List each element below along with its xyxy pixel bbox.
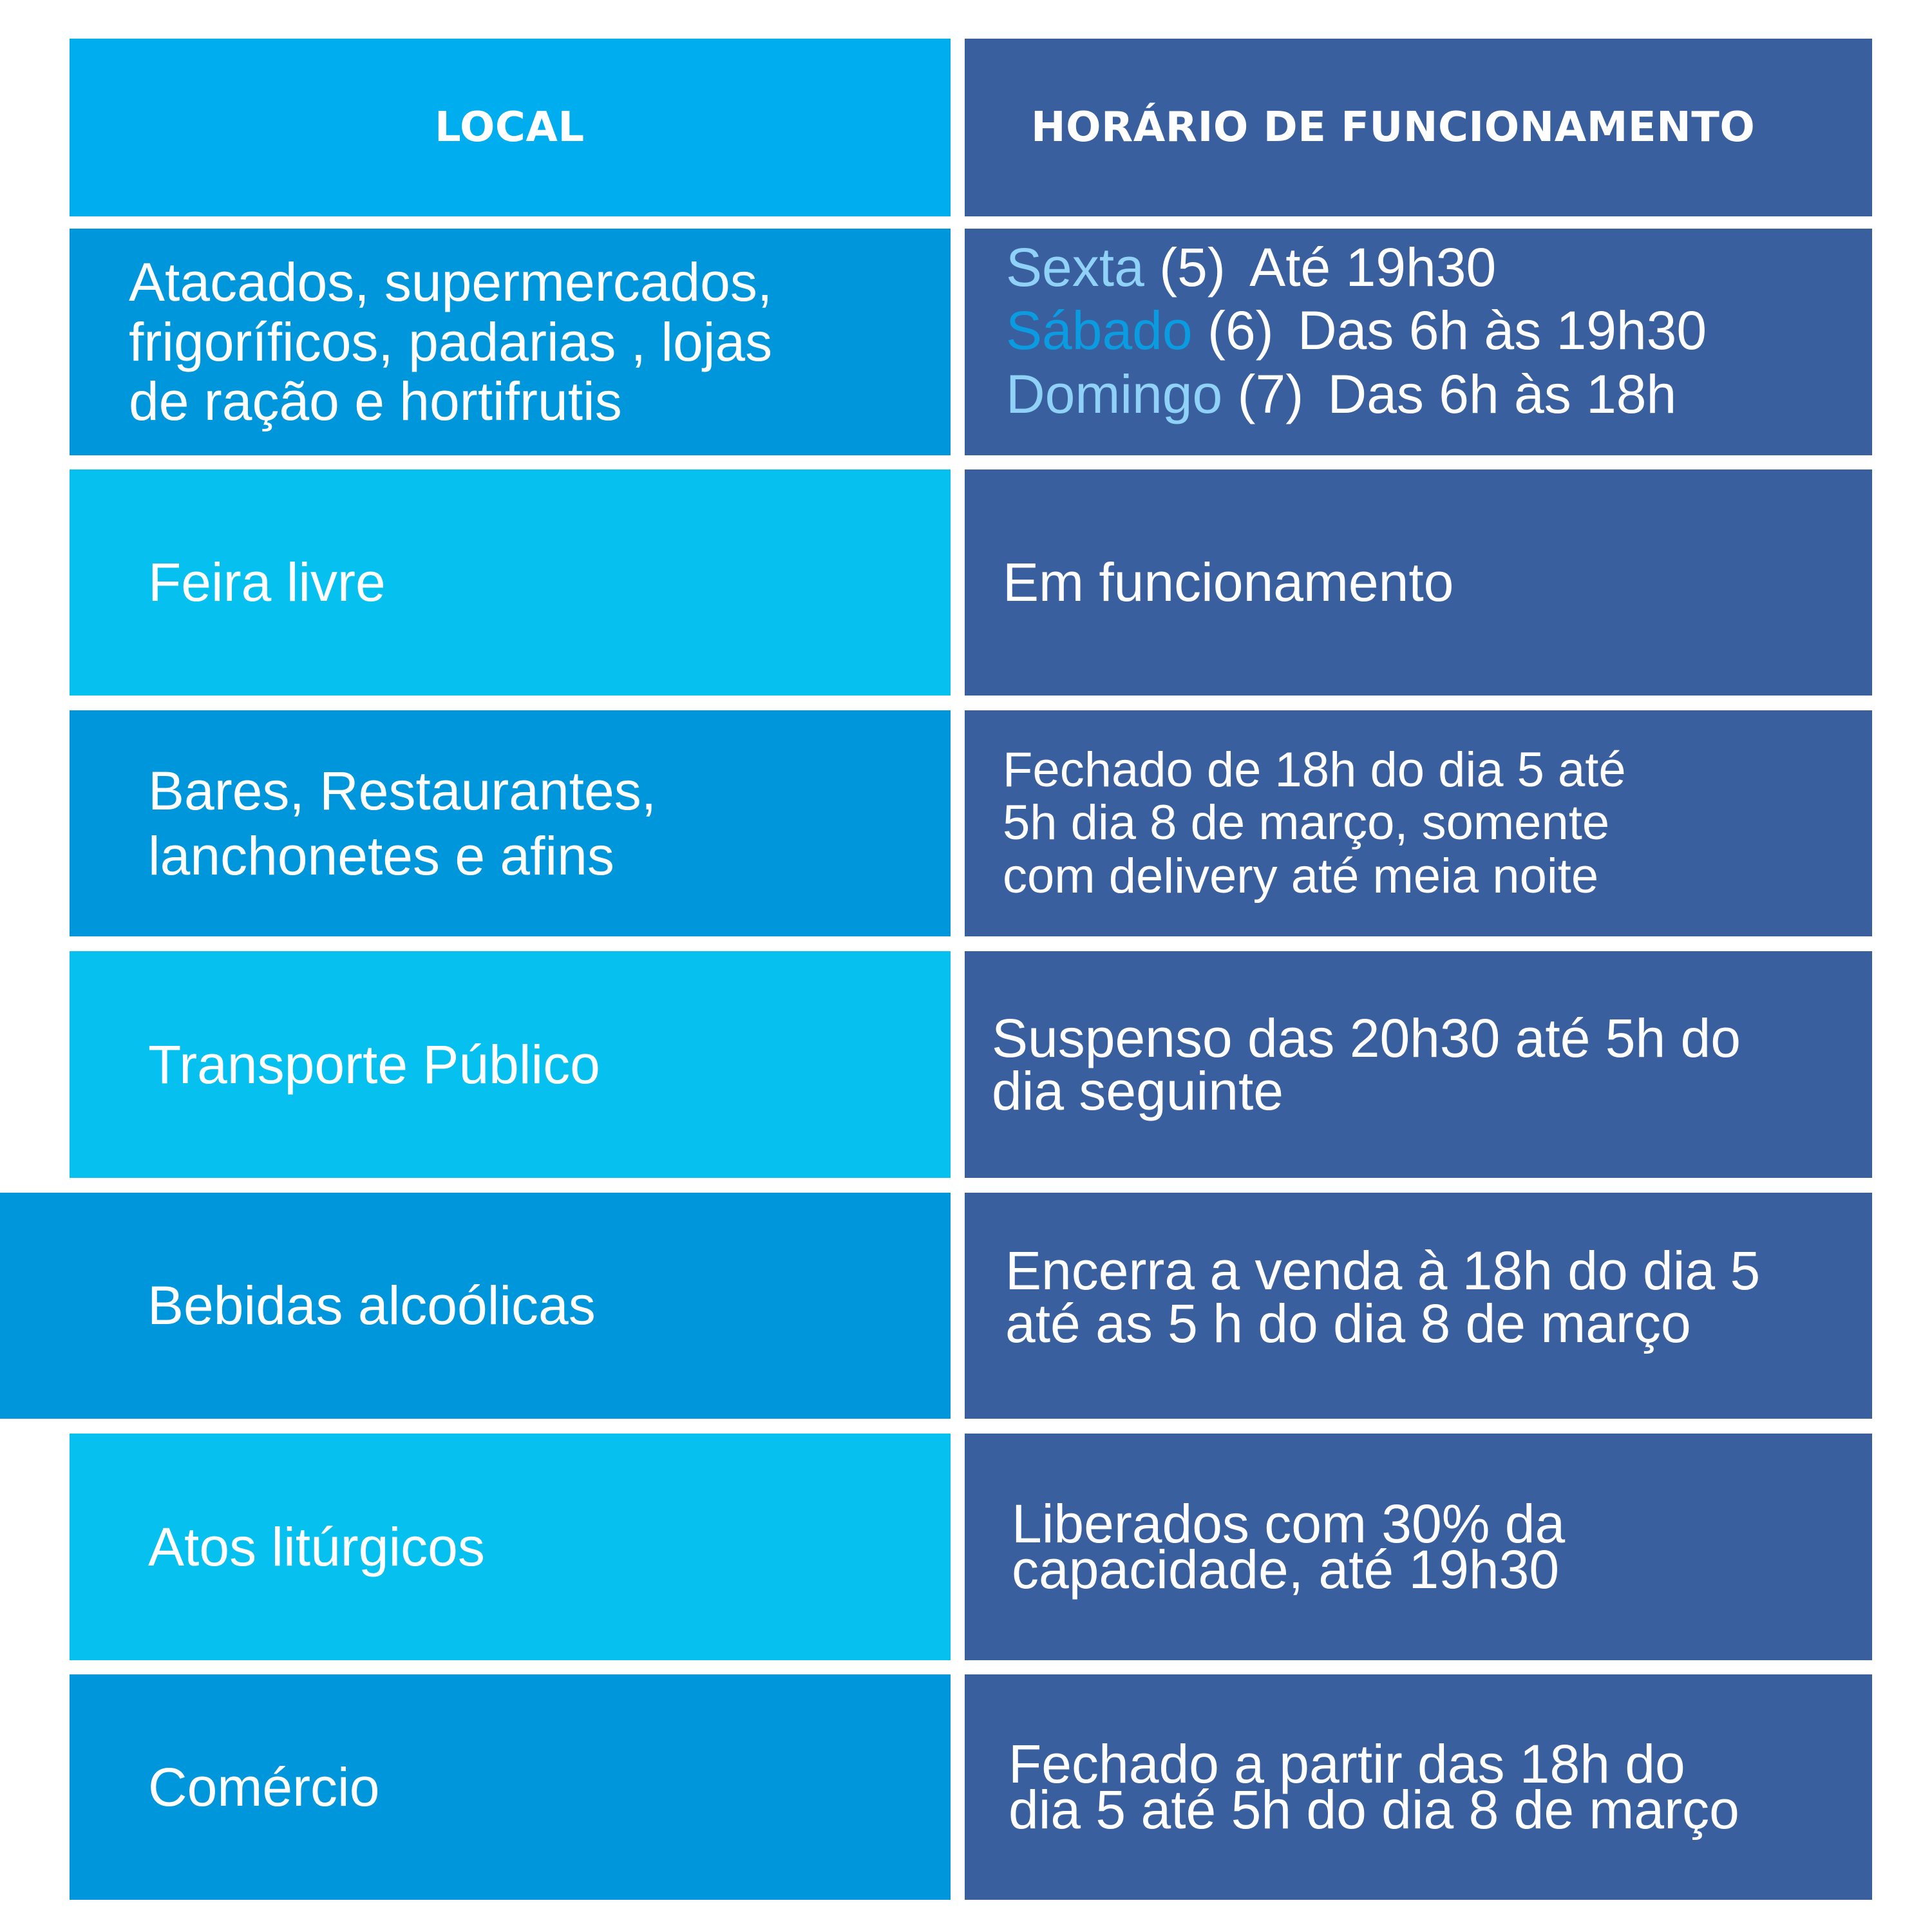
local-text <box>70 229 951 455</box>
local-line: lanchonetes e afins <box>148 825 614 886</box>
local-cell-atos <box>70 1434 951 1660</box>
hours-line: 5h dia 8 de março, somente <box>1003 795 1610 851</box>
hours-line: Em funcionamento <box>1003 552 1454 613</box>
header-local-label: LOCAL <box>435 104 585 151</box>
header-hours-label: HORÁRIO DE FUNCIONAMENTO <box>1031 104 1756 151</box>
day-time: Das 6h às 19h30 <box>1297 300 1707 361</box>
hours-text <box>965 1674 1872 1900</box>
hours-line: até as 5 h do dia 8 de março <box>1005 1293 1691 1354</box>
hours-line: dia 5 até 5h do dia 8 de março <box>1009 1779 1739 1840</box>
hours-line: Encerra a venda à 18h do dia 5 <box>1005 1240 1761 1301</box>
hours-line: Fechado de 18h do dia 5 até <box>1003 743 1626 798</box>
local-text <box>70 1434 951 1660</box>
local-line: Bares, Restaurantes, <box>148 760 657 821</box>
local-cell-bares <box>70 710 951 936</box>
hours-text <box>965 710 1872 936</box>
local-cell-bebidas <box>0 1193 951 1419</box>
hours-text <box>965 1434 1872 1660</box>
local-text <box>70 1674 951 1900</box>
schedule-line-sabado <box>1006 299 1707 362</box>
hours-line: dia seguinte <box>992 1061 1284 1121</box>
hours-line: Suspenso das 20h30 até 5h do <box>992 1007 1741 1068</box>
day-time: Das 6h às 18h <box>1327 363 1677 424</box>
hours-cell-comercio <box>965 1674 1872 1900</box>
local-label: Comércio <box>148 1756 380 1817</box>
day-number: (7) <box>1237 363 1304 424</box>
local-text <box>70 710 951 936</box>
day-time: Até 19h30 <box>1249 237 1497 298</box>
local-label: Transporte Público <box>148 1034 600 1095</box>
schedule-line-domingo <box>1006 363 1707 426</box>
local-text <box>0 1193 951 1419</box>
local-line: de ração e hortifrutis <box>129 371 622 432</box>
local-label: Feira livre <box>148 552 386 613</box>
hours-cell-atacados <box>965 229 1872 455</box>
hours-cell-atos <box>965 1434 1872 1660</box>
local-cell-comercio <box>70 1674 951 1900</box>
hours-line: com delivery até meia noite <box>1003 848 1599 904</box>
local-label: Bebidas alcoólicas <box>147 1275 596 1336</box>
hours-cell-bebidas <box>965 1193 1872 1419</box>
local-cell-atacados <box>70 229 951 455</box>
hours-cell-transporte <box>965 951 1872 1178</box>
day-number: (5) <box>1159 237 1226 298</box>
day-name-domingo: Domingo <box>1006 363 1223 424</box>
hours-line: Liberados com 30% da <box>1012 1493 1566 1554</box>
schedule-list <box>1006 236 1707 426</box>
header-local-cell <box>70 39 951 216</box>
day-number: (6) <box>1207 300 1274 361</box>
hours-text <box>965 1193 1872 1419</box>
schedule-line-sexta <box>1006 236 1707 299</box>
local-label: Atos litúrgicos <box>148 1516 485 1577</box>
local-cell-feira <box>70 469 951 696</box>
local-text <box>70 951 951 1178</box>
local-text <box>70 469 951 696</box>
hours-cell-bares <box>965 710 1872 936</box>
local-line: Atacados, supermercados, <box>129 252 773 313</box>
hours-text <box>965 469 1872 696</box>
hours-line: Fechado a partir das 18h do <box>1009 1733 1685 1794</box>
hours-line: capacidade, até 19h30 <box>1012 1539 1560 1600</box>
day-name-sabado: Sábado <box>1006 300 1193 361</box>
hours-cell-feira <box>965 469 1872 696</box>
hours-text <box>965 951 1872 1178</box>
header-hours-cell <box>965 39 1872 216</box>
local-line: frigoríficos, padarias , lojas <box>129 311 773 372</box>
day-name-sexta: Sexta <box>1006 237 1144 298</box>
local-cell-transporte <box>70 951 951 1178</box>
